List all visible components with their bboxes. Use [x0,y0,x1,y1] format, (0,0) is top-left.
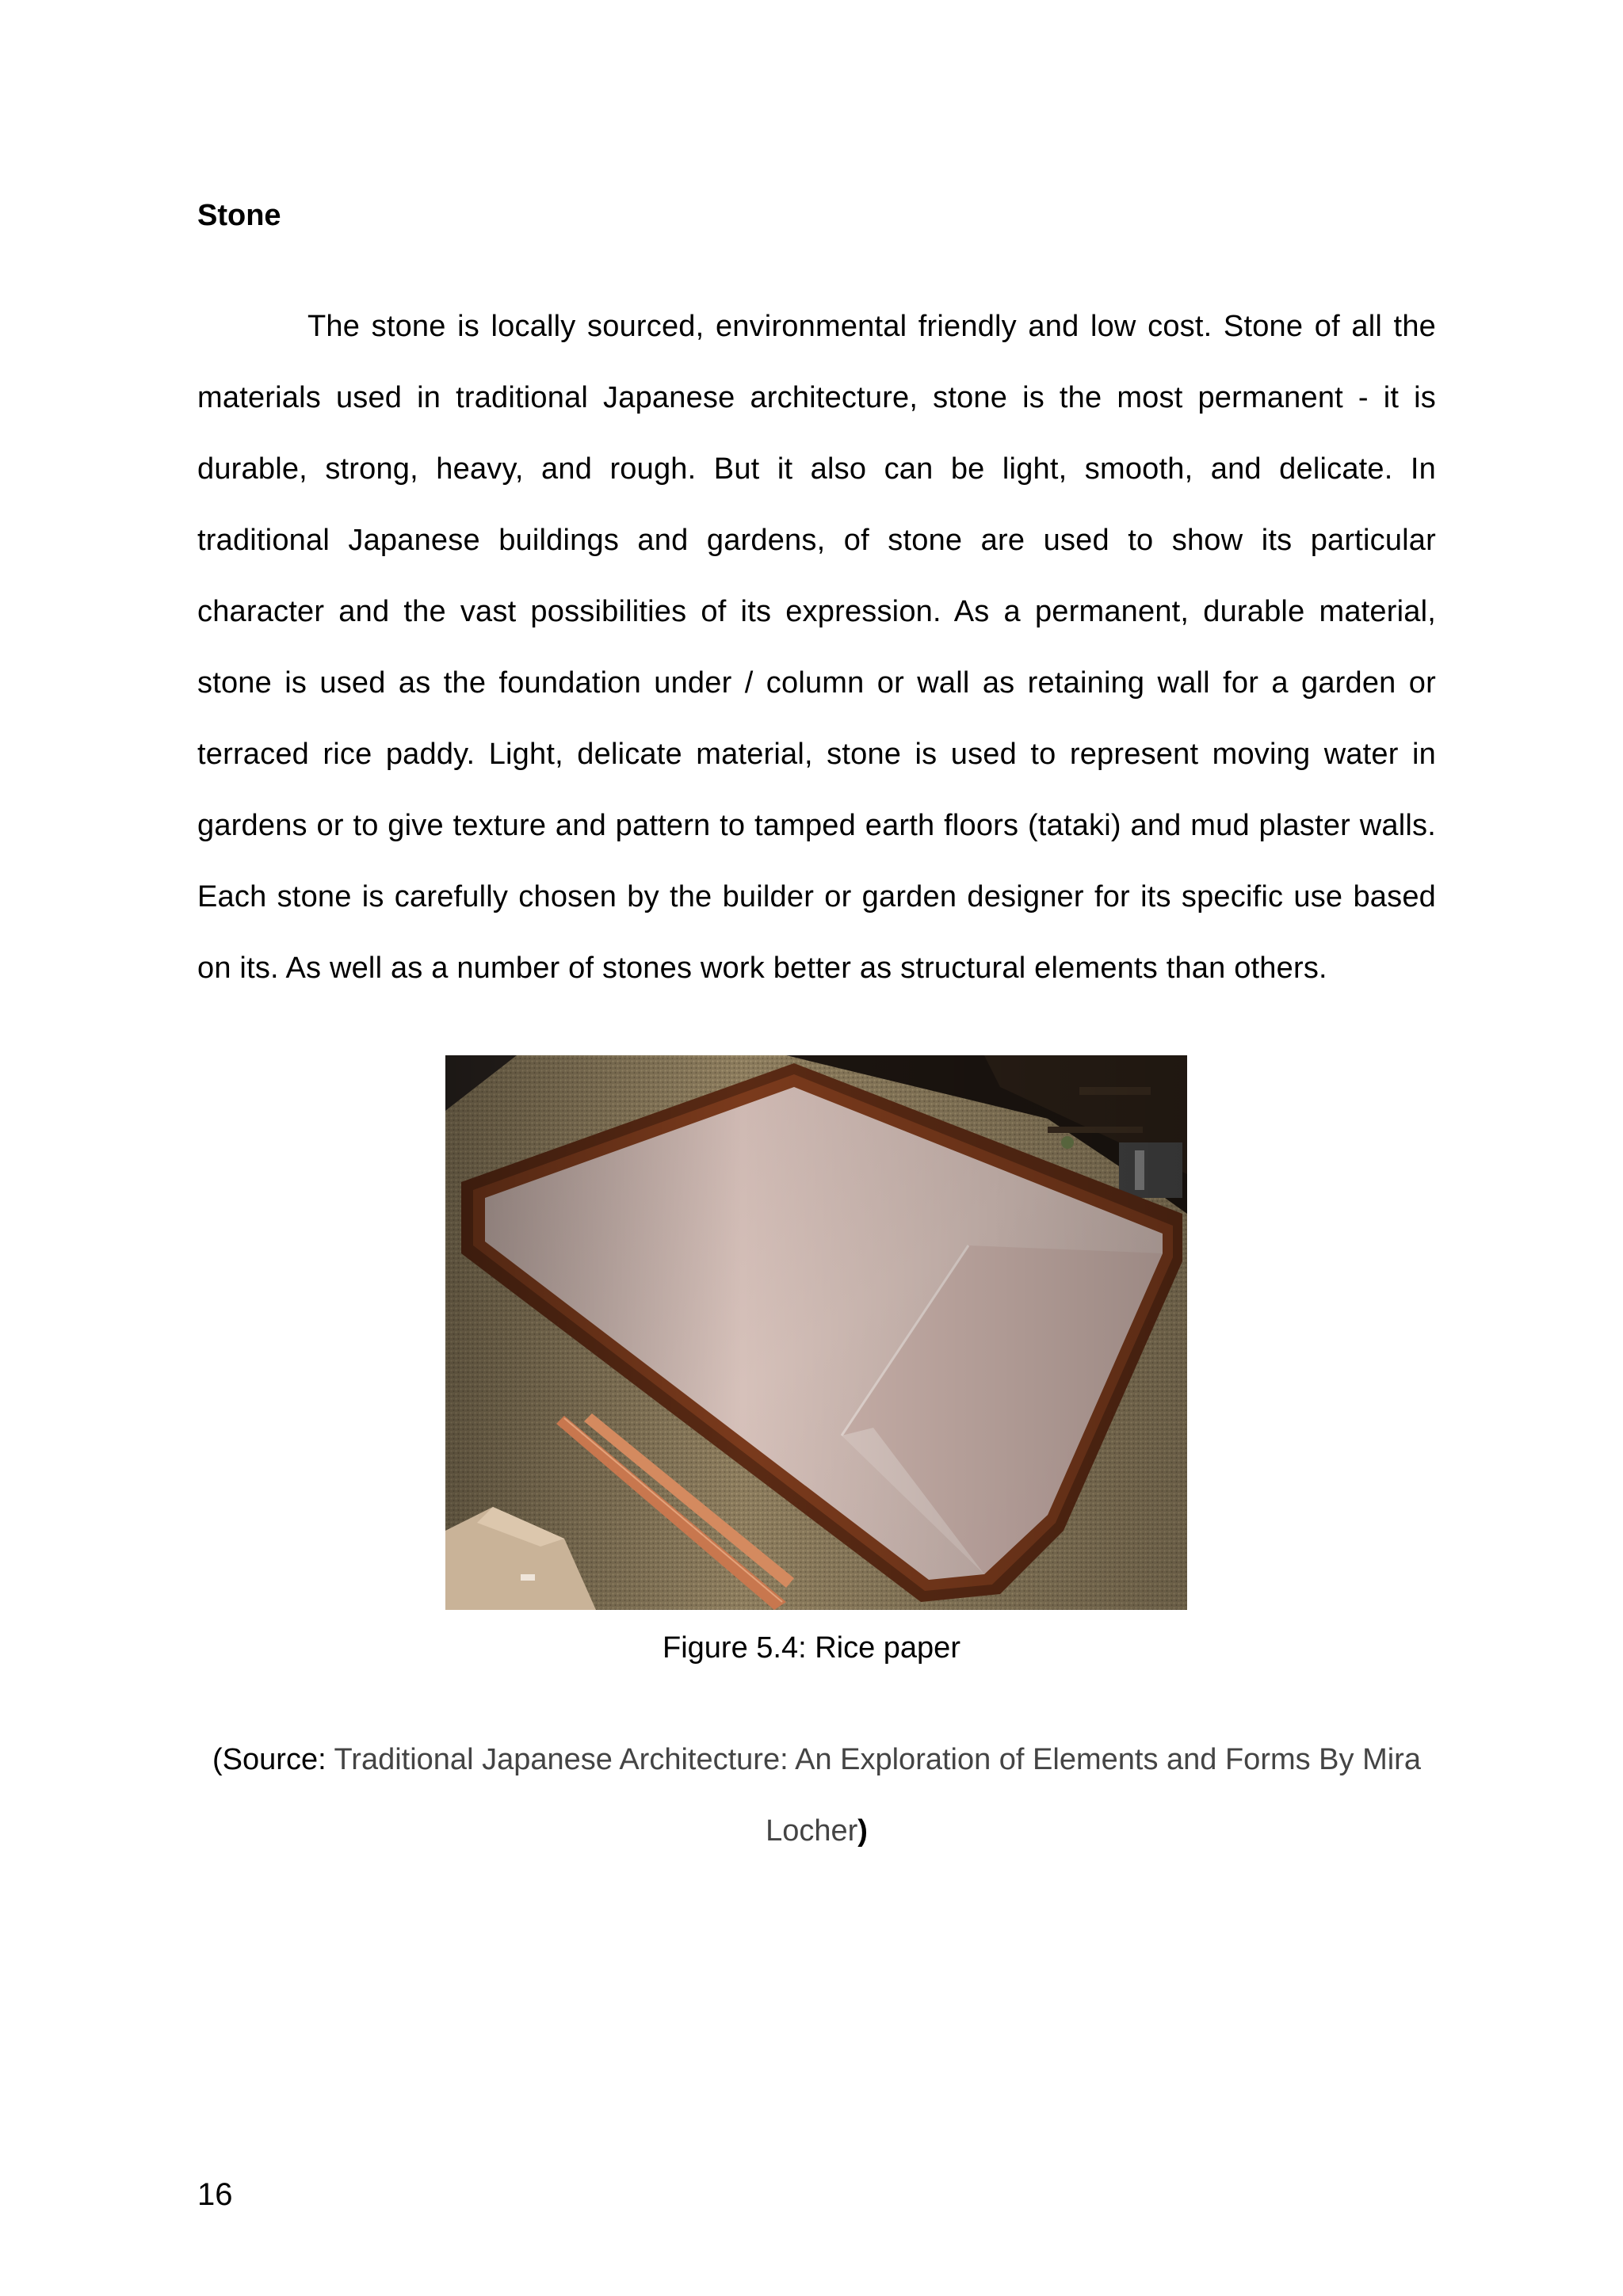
section-heading: Stone [197,199,281,232]
source-title: Traditional Japanese Architecture: An Exploration of Elements and Forms By Mira Locher [334,1743,1421,1848]
source-label: (Source: [212,1743,334,1776]
figure-source [197,1724,1436,1867]
figure-caption: Figure 5.4: Rice paper [663,1631,960,1665]
page-number: 16 [197,2177,233,2212]
rice-paper-photo [445,1055,1187,1610]
source-close: ) [857,1814,868,1848]
rice-paper-illustration [445,1055,1187,1610]
body-paragraph: The stone is locally sourced, environmental friendly and low cost. Stone of all the materials used in traditional Japanese architecture, stone is the most permanent - it is durable, strong, heavy, and rough. But it also can be light, smooth, and delicate. In traditional Japanese buildings and gardens, of stone are used to show its particular character and the vast possibilities of its expression. As a permanent, durable material, stone is used as the foundation under / column or wall as retaining wall for a garden or terraced rice paddy. Light, delicate material, stone is used to represent moving water in gardens or to give texture and pattern to tamped earth floors (tataki) and mud plaster walls. Each stone is carefully chosen by the builder or garden designer for its specific use based on its. As well as a number of stones work better as structural elements than others. [197,310,1436,985]
